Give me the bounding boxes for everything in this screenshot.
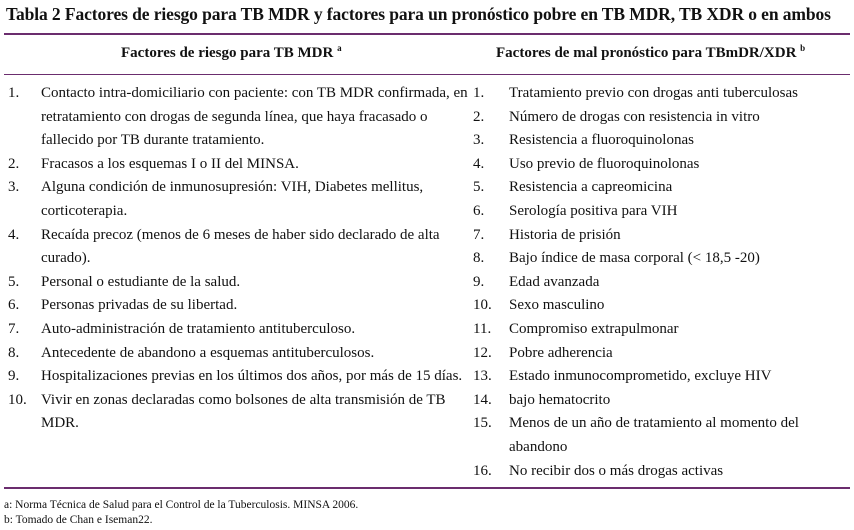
list-item [8, 224, 468, 271]
item-text: Bajo índice de masa corporal (< 18,5 -20) [509, 250, 760, 267]
item-text: Sexo masculino [509, 297, 605, 314]
item-text: Historia de prisión [509, 226, 621, 243]
item-text: Personal o estudiante de la salud. [41, 273, 241, 290]
list-item [473, 153, 848, 177]
top-rule [4, 33, 850, 35]
list-item [473, 106, 848, 130]
left-column-header [121, 45, 342, 62]
list-item [8, 365, 468, 389]
item-text: Personas privadas de su libertad. [41, 297, 238, 314]
item-number: 8. [473, 250, 485, 267]
list-item [473, 176, 848, 200]
item-text: Hospitalizaciones previas en los últimos dos años, por más de 15 días. [41, 368, 463, 385]
item-number: 10. [473, 297, 492, 314]
list-item [8, 176, 468, 223]
list-item [473, 412, 848, 459]
item-text: Recaída precoz (menos de 6 meses de haber sido declarado de alta curado). [41, 226, 440, 267]
list-item [8, 153, 468, 177]
list-item [473, 247, 848, 271]
list-item [473, 82, 848, 106]
list-item [8, 294, 468, 318]
item-number: 2. [473, 108, 485, 125]
list-item [473, 271, 848, 295]
item-text: Uso previo de fluoroquinolonas [509, 155, 700, 172]
item-number: 1. [473, 85, 485, 101]
list-item [8, 389, 468, 436]
item-text: Auto-administración de tratamiento antituberculoso. [41, 320, 356, 337]
item-text: Serología positiva para VIH [509, 202, 678, 219]
left-risk-list [8, 82, 468, 436]
item-number: 6. [8, 297, 20, 314]
list-item [473, 342, 848, 366]
left-column-header-text: Factores de riesgo para TB MDR [121, 45, 334, 61]
item-text: bajo hematocrito [509, 391, 611, 408]
item-number: 6. [473, 202, 485, 219]
item-text: Tratamiento previo con drogas anti tuberculosas [509, 85, 798, 101]
list-item [473, 318, 848, 342]
item-text: Antecedente de abandono a esquemas antituberculosos. [41, 344, 375, 361]
item-text: Vivir en zonas declaradas como bolsones de alta transmisión de TB MDR. [41, 391, 446, 432]
item-number: 9. [8, 368, 20, 385]
list-item [8, 271, 468, 295]
item-number: 3. [8, 179, 20, 196]
item-number: 15. [473, 415, 492, 432]
item-number: 10. [8, 391, 27, 408]
item-text: Resistencia a capreomicina [509, 179, 673, 196]
header-rule [4, 74, 850, 75]
item-text: Compromiso extrapulmonar [509, 320, 679, 337]
item-number: 4. [473, 155, 485, 172]
item-text: Alguna condición de inmunosupresión: VIH, Diabetes mellitus, corticoterapia. [41, 179, 424, 219]
item-text: Edad avanzada [509, 273, 600, 290]
list-item [473, 224, 848, 248]
item-number: 12. [473, 344, 492, 361]
item-number: 1. [8, 85, 20, 101]
list-item [8, 82, 468, 153]
right-column-header [496, 45, 805, 62]
item-text: Menos de un año de tratamiento al momento del abandono [509, 415, 799, 455]
item-number: 5. [473, 179, 485, 196]
item-text: Fracasos a los esquemas I o II del MINSA. [41, 155, 299, 172]
footnote-a: a: Norma Técnica de Salud para el Control de la Tuberculosis. MINSA 2006. [4, 499, 359, 511]
item-number: 8. [8, 344, 20, 361]
item-number: 5. [8, 273, 20, 290]
item-number: 11. [473, 320, 492, 337]
item-text: Pobre adherencia [509, 344, 613, 361]
item-number: 7. [473, 226, 485, 243]
table-title: Tabla 2 Factores de riesgo para TB MDR y factores para un pronóstico pobre en TB MDR, TB XDR o en ambos [6, 4, 831, 24]
item-number: 2. [8, 155, 20, 172]
list-item [473, 365, 848, 389]
item-number: 7. [8, 320, 20, 337]
item-text: No recibir dos o más drogas activas [509, 462, 724, 479]
list-item [473, 389, 848, 413]
footnote-b: b: Tomado de Chan e Iseman22. [4, 514, 153, 526]
item-number: 16. [473, 462, 492, 479]
right-column-header-text: Factores de mal pronóstico para TBmDR/XDR [496, 45, 797, 61]
right-column-header-sup: b [800, 43, 806, 53]
bottom-rule [4, 487, 850, 489]
left-column-header-sup: a [337, 43, 342, 53]
item-number: 9. [473, 273, 485, 290]
item-number: 3. [473, 132, 485, 149]
item-number: 4. [8, 226, 20, 243]
list-item [473, 460, 848, 484]
item-text: Número de drogas con resistencia in vitro [509, 108, 760, 125]
list-item [473, 129, 848, 153]
list-item [473, 200, 848, 224]
right-prognosis-list [473, 82, 848, 483]
list-item [8, 318, 468, 342]
item-number: 13. [473, 368, 492, 385]
list-item [8, 342, 468, 366]
item-text: Estado inmunocomprometido, excluye HIV [509, 368, 772, 385]
item-text: Contacto intra-domiciliario con paciente: con TB MDR confirmada, en retratamiento con drogas de segunda línea, que haya fracasado o fallecido por TB durante tratamiento. [41, 85, 468, 149]
list-item [473, 294, 848, 318]
item-text: Resistencia a fluoroquinolonas [509, 132, 694, 149]
item-number: 14. [473, 391, 492, 408]
